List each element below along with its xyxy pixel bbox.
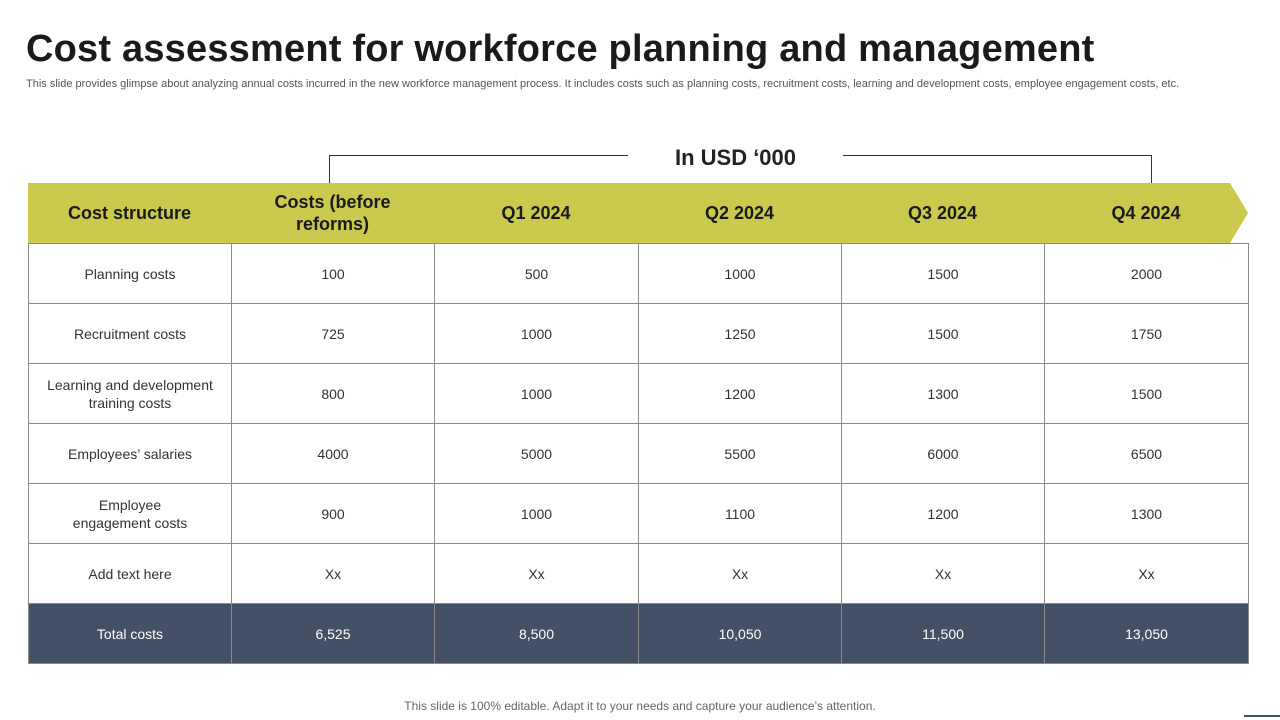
total-q2: 10,050 [639,604,842,664]
cost-table [28,243,1249,664]
cell-before-reforms: Xx [232,544,435,604]
table-row-recruitment-costs [29,304,1249,364]
cell-q3: Xx [842,544,1045,604]
table-row-employee-engagement [29,484,1249,544]
cell-q4: 1300 [1045,484,1249,544]
header-q4-2024: Q4 2024 [1111,203,1181,223]
cell-q1: 1000 [435,364,639,424]
row-label: Employee engagement costs [29,484,232,544]
total-label: Total costs [29,604,232,664]
cell-q3: 6000 [842,424,1045,484]
total-q3: 11,500 [842,604,1045,664]
total-q4: 13,050 [1045,604,1249,664]
cell-q3: 1500 [842,304,1045,364]
slide-subtitle: This slide provides glimpse about analyzing annual costs incurred in the new workforce management process. It includes costs such as planning costs, recruitment costs, learning and development costs, employee engagement costs, etc. [26,78,1180,90]
header-cost-structure: Cost structure [67,203,192,223]
cell-q4: 1500 [1045,364,1249,424]
cell-q2: 1250 [639,304,842,364]
cell-before-reforms: 725 [232,304,435,364]
row-label: Employees’ salaries [29,424,232,484]
cell-q4: 6500 [1045,424,1249,484]
cell-q1: Xx [435,544,639,604]
row-label: Learning and development training costs [29,364,232,424]
cell-q1: 1000 [435,304,639,364]
cell-q3: 1300 [842,364,1045,424]
cell-q2: Xx [639,544,842,604]
cell-before-reforms: 800 [232,364,435,424]
table-row-planning-costs [29,244,1249,304]
slide-title: Cost assessment for workforce planning and management [26,28,1095,70]
cell-before-reforms: 100 [232,244,435,304]
cell-q3: 1500 [842,244,1045,304]
table-row-total [29,604,1249,664]
total-q1: 8,500 [435,604,639,664]
slide-footer-note: This slide is 100% editable. Adapt it to your needs and capture your audience’s attention. [404,699,876,713]
cell-q4: 1750 [1045,304,1249,364]
unit-label: In USD ‘000 [628,143,843,173]
header-costs-before-reforms: Costs (before reforms) [274,192,391,234]
header-q1-2024: Q1 2024 [501,203,571,223]
cell-q2: 1100 [639,484,842,544]
table-row-learning-development [29,364,1249,424]
cell-q2: 5500 [639,424,842,484]
header-q3-2024: Q3 2024 [907,203,978,223]
header-q2-2024: Q2 2024 [704,203,775,223]
cell-q1: 1000 [435,484,639,544]
cell-before-reforms: 4000 [232,424,435,484]
table-row-employee-salaries [29,424,1249,484]
table-row-add-text [29,544,1249,604]
cell-q1: 5000 [435,424,639,484]
corner-decoration [1244,715,1280,717]
cell-before-reforms: 900 [232,484,435,544]
cell-q3: 1200 [842,484,1045,544]
cell-q1: 500 [435,244,639,304]
row-label: Planning costs [29,244,232,304]
cell-q2: 1000 [639,244,842,304]
cell-q4: 2000 [1045,244,1249,304]
row-label: Recruitment costs [29,304,232,364]
table-header-row [28,183,1248,243]
total-before-reforms: 6,525 [232,604,435,664]
cell-q2: 1200 [639,364,842,424]
cell-q4: Xx [1045,544,1249,604]
row-label: Add text here [29,544,232,604]
